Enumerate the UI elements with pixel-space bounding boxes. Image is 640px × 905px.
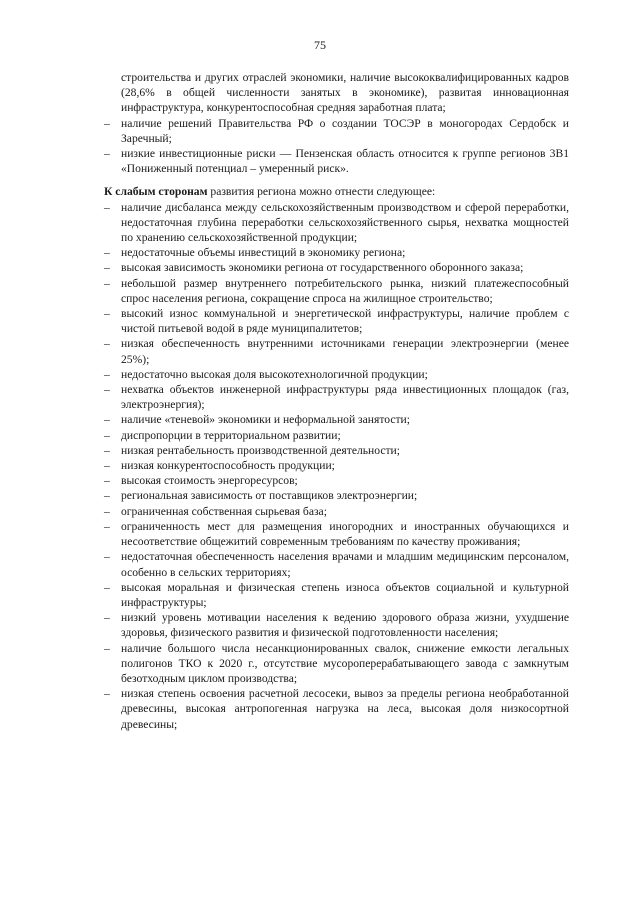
- list-item: – высокий износ коммунальной и энергетической инфраструктуры, наличие проблем с чистой питьевой водой в ряде муниципалитетов;: [104, 306, 569, 336]
- weaknesses-intro-bold: К слабым сторонам: [104, 185, 208, 199]
- list-item: – низкий уровень мотивации населения к ведению здорового образа жизни, ухудшение здоровья, физического развития и физической подготовленности населения;: [104, 610, 569, 640]
- continuation-paragraph: строительства и других отраслей экономики, наличие высококвалифицированных кадров (28,6% в общей численности занятых в экономике), развитая инновационная инфраструктура, конкурентоспособная средняя заработная плата;: [121, 71, 569, 115]
- list-item: – региональная зависимость от поставщиков электроэнергии;: [104, 488, 569, 503]
- weaknesses-intro: [104, 184, 569, 199]
- list-item: – ограниченность мест для размещения иногородних и иностранных обучающихся и несоответствие общежитий современным требованиям по качеству проживания;: [104, 519, 569, 549]
- list-item: – наличие большого числа несанкционированных свалок, снижение емкости легальных полигонов ТКО к 2020 г., отсутствие мусороперерабатывающего завода с замкнутым безотходным циклом производства;: [104, 641, 569, 687]
- list-item: – наличие решений Правительства РФ о создании ТОСЭР в моногородах Сердобск и Заречный;: [104, 116, 569, 146]
- list-item: – низкие инвестиционные риски — Пензенская область относится к группе регионов 3В1 «Пониженный потенциал – умеренный риск».: [104, 146, 569, 176]
- weaknesses-list: [104, 200, 569, 732]
- list-item: – низкая степень освоения расчетной лесосеки, вывоз за пределы региона необработанной древесины, высокая антропогенная нагрузка на леса, высокая доля низкосортной древесины;: [104, 686, 569, 732]
- list-item: – нехватка объектов инженерной инфраструктуры ряда инвестиционных площадок (газ, электроэнергия);: [104, 382, 569, 412]
- page-content: [104, 70, 569, 732]
- list-item: – низкая обеспеченность внутренними источниками генерации электроэнергии (менее 25%);: [104, 336, 569, 366]
- list-item: – недостаточно высокая доля высокотехнологичной продукции;: [104, 367, 569, 382]
- list-item: – высокая стоимость энергоресурсов;: [104, 473, 569, 488]
- list-item: – недостаточная обеспеченность населения врачами и младшим медицинским персоналом, особенно в сельских территориях;: [104, 549, 569, 579]
- list-item: – высокая моральная и физическая степень износа объектов социальной и культурной инфраструктуры;: [104, 580, 569, 610]
- weaknesses-intro-rest: развития региона можно отнести следующее:: [207, 185, 436, 199]
- list-item: – небольшой размер внутреннего потребительского рынка, низкий платежеспособный спрос населения региона, сокращение спроса на жилищное строительство;: [104, 276, 569, 306]
- list-item: – высокая зависимость экономики региона от государственного оборонного заказа;: [104, 260, 569, 275]
- page-number: 75: [314, 38, 326, 52]
- list-item: – низкая конкурентоспособность продукции;: [104, 458, 569, 473]
- list-item: – наличие дисбаланса между сельскохозяйственным производством и сферой переработки, недостаточная глубина переработки сельскохозяйственного сырья, нехватка мощностей по хранению сельскохозяйственной продукции;: [104, 200, 569, 246]
- list-item: – диспропорции в территориальном развитии;: [104, 428, 569, 443]
- list-item: – ограниченная собственная сырьевая база;: [104, 504, 569, 519]
- list-item: – недостаточные объемы инвестиций в экономику региона;: [104, 245, 569, 260]
- list-item: – низкая рентабельность производственной деятельности;: [104, 443, 569, 458]
- list-item: – наличие «теневой» экономики и неформальной занятости;: [104, 412, 569, 427]
- strengths-list: [104, 116, 569, 177]
